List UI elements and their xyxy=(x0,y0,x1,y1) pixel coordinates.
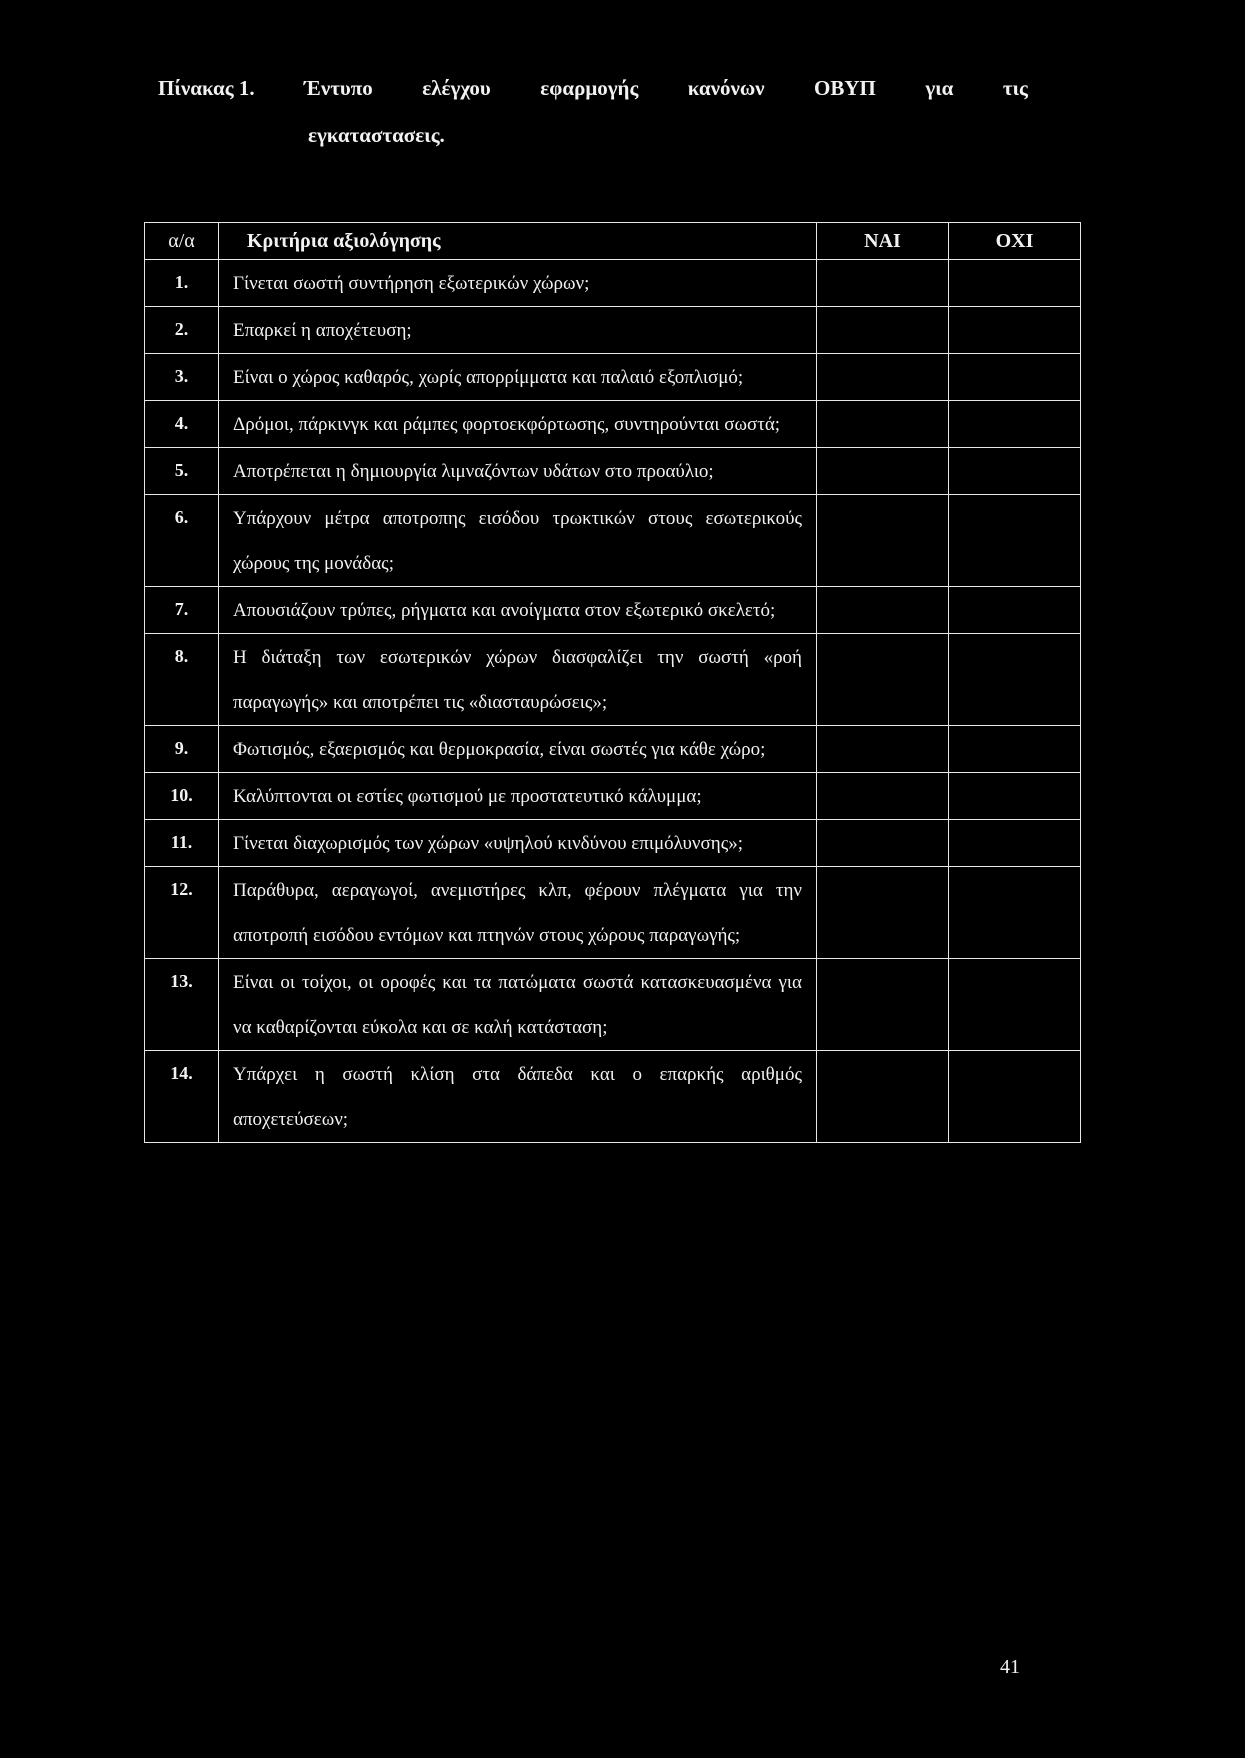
yes-cell[interactable] xyxy=(817,820,949,867)
table-row xyxy=(145,587,1081,634)
row-number: 6. xyxy=(145,495,219,587)
header-no: ΟΧΙ xyxy=(949,223,1081,260)
caption-word: για xyxy=(925,76,954,100)
table-row xyxy=(145,820,1081,867)
row-number: 1. xyxy=(145,260,219,307)
no-cell[interactable] xyxy=(949,354,1081,401)
no-cell[interactable] xyxy=(949,448,1081,495)
caption-word: ΟΒΥΠ xyxy=(814,76,876,100)
no-cell[interactable] xyxy=(949,260,1081,307)
yes-cell[interactable] xyxy=(817,401,949,448)
caption-word: Έντυπο xyxy=(304,76,373,100)
table-row xyxy=(145,867,1081,959)
checklist-table-wrapper xyxy=(144,222,1080,1143)
caption-line-1 xyxy=(158,78,1028,99)
row-number: 5. xyxy=(145,448,219,495)
table-row xyxy=(145,448,1081,495)
table-row xyxy=(145,634,1081,726)
row-criterion: Είναι οι τοίχοι, οι οροφές και τα πατώματα σωστά κατασκευασμένα για να καθαρίζονται εύκολα και σε καλή κατάσταση; xyxy=(219,959,817,1051)
row-criterion: Παράθυρα, αεραγωγοί, ανεμιστήρες κλπ, φέρουν πλέγματα για την αποτροπή εισόδου εντόμων και πτηνών στους χώρους παραγωγής; xyxy=(219,867,817,959)
row-number: 13. xyxy=(145,959,219,1051)
table-row xyxy=(145,495,1081,587)
header-criteria xyxy=(219,223,817,260)
caption-word: Πίνακας 1. xyxy=(158,76,255,100)
row-number: 8. xyxy=(145,634,219,726)
yes-cell[interactable] xyxy=(817,448,949,495)
yes-cell[interactable] xyxy=(817,587,949,634)
row-number: 4. xyxy=(145,401,219,448)
caption-word: ελέγχου xyxy=(422,76,491,100)
yes-cell[interactable] xyxy=(817,634,949,726)
header-number: α/α xyxy=(145,223,219,260)
no-cell[interactable] xyxy=(949,307,1081,354)
yes-cell[interactable] xyxy=(817,867,949,959)
row-criterion: Δρόμοι, πάρκινγκ και ράμπες φορτοεκφόρτωσης, συντηρούνται σωστά; xyxy=(219,401,817,448)
table-row xyxy=(145,260,1081,307)
row-number: 14. xyxy=(145,1051,219,1143)
no-cell[interactable] xyxy=(949,495,1081,587)
caption-line-2: εγκαταστασεις. xyxy=(308,123,445,147)
table-row xyxy=(145,959,1081,1051)
yes-cell[interactable] xyxy=(817,726,949,773)
row-number: 9. xyxy=(145,726,219,773)
row-criterion: Είναι ο χώρος καθαρός, χωρίς απορρίμματα και παλαιό εξοπλισμό; xyxy=(219,354,817,401)
header-yes: ΝΑΙ xyxy=(817,223,949,260)
table-row xyxy=(145,307,1081,354)
table-row xyxy=(145,726,1081,773)
table-row xyxy=(145,773,1081,820)
table-row xyxy=(145,401,1081,448)
row-number: 3. xyxy=(145,354,219,401)
yes-cell[interactable] xyxy=(817,959,949,1051)
row-criterion: Απουσιάζουν τρύπες, ρήγματα και ανοίγματα στον εξωτερικό σκελετό; xyxy=(219,587,817,634)
table-body xyxy=(145,260,1081,1143)
caption-word: κανόνων xyxy=(687,76,765,100)
no-cell[interactable] xyxy=(949,867,1081,959)
row-criterion: Αποτρέπεται η δημιουργία λιμναζόντων υδάτων στο προαύλιο; xyxy=(219,448,817,495)
header-criteria-label: Κριτήρια αξιολόγησης xyxy=(247,229,441,252)
table-row xyxy=(145,354,1081,401)
row-number: 10. xyxy=(145,773,219,820)
yes-cell[interactable] xyxy=(817,307,949,354)
no-cell[interactable] xyxy=(949,634,1081,726)
row-criterion: Καλύπτονται οι εστίες φωτισμού με προστατευτικό κάλυμμα; xyxy=(219,773,817,820)
yes-cell[interactable] xyxy=(817,773,949,820)
yes-cell[interactable] xyxy=(817,495,949,587)
no-cell[interactable] xyxy=(949,726,1081,773)
no-cell[interactable] xyxy=(949,401,1081,448)
row-criterion: Υπάρχουν μέτρα αποτροπης εισόδου τρωκτικών στους εσωτερικούς χώρους της μονάδας; xyxy=(219,495,817,587)
caption-word: εφαρμογής xyxy=(540,76,639,100)
row-number: 12. xyxy=(145,867,219,959)
table-header-row xyxy=(145,223,1081,260)
row-criterion: Υπάρχει η σωστή κλίση στα δάπεδα και ο επαρκής αριθμός αποχετεύσεων; xyxy=(219,1051,817,1143)
caption-word: τις xyxy=(1002,76,1028,100)
no-cell[interactable] xyxy=(949,587,1081,634)
no-cell[interactable] xyxy=(949,820,1081,867)
checklist-table xyxy=(144,222,1081,1143)
no-cell[interactable] xyxy=(949,1051,1081,1143)
row-number: 11. xyxy=(145,820,219,867)
page-number: 41 xyxy=(1000,1656,1020,1678)
row-number: 7. xyxy=(145,587,219,634)
row-number: 2. xyxy=(145,307,219,354)
no-cell[interactable] xyxy=(949,773,1081,820)
row-criterion: Γίνεται διαχωρισμός των χώρων «υψηλού κινδύνου επιμόλυνσης»; xyxy=(219,820,817,867)
table-caption xyxy=(158,78,1028,146)
row-criterion: Γίνεται σωστή συντήρηση εξωτερικών χώρων; xyxy=(219,260,817,307)
row-criterion: Επαρκεί η αποχέτευση; xyxy=(219,307,817,354)
yes-cell[interactable] xyxy=(817,354,949,401)
no-cell[interactable] xyxy=(949,959,1081,1051)
row-criterion: Φωτισμός, εξαερισμός και θερμοκρασία, είναι σωστές για κάθε χώρο; xyxy=(219,726,817,773)
yes-cell[interactable] xyxy=(817,1051,949,1143)
row-criterion: Η διάταξη των εσωτερικών χώρων διασφαλίζει την σωστή «ροή παραγωγής» και αποτρέπει τις «διασταυρώσεις»; xyxy=(219,634,817,726)
yes-cell[interactable] xyxy=(817,260,949,307)
table-row xyxy=(145,1051,1081,1143)
